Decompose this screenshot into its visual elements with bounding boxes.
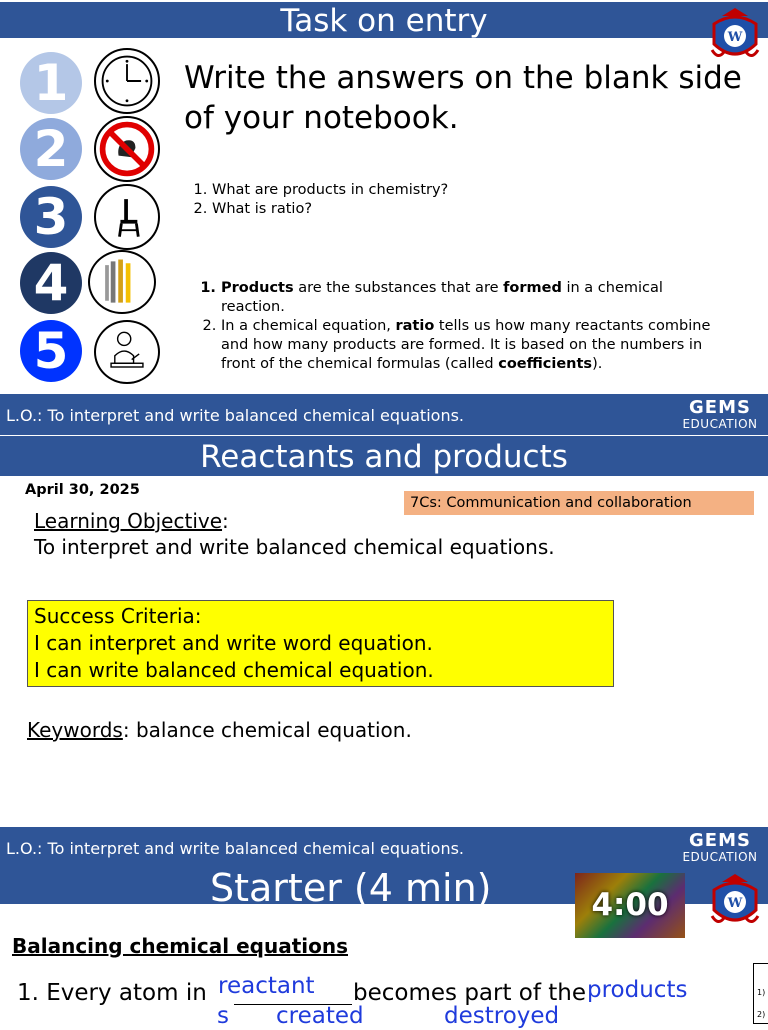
gems-logo-sub-2: EDUCATION <box>682 850 758 864</box>
student-writing-icon <box>94 320 160 384</box>
keywords <box>27 717 412 743</box>
success-criteria-box <box>27 600 614 687</box>
question-2: 2. What is ratio? <box>212 200 724 219</box>
pencils-icon <box>88 250 156 314</box>
chair-icon <box>94 184 160 250</box>
slide2-lo-bar <box>0 827 768 868</box>
q1-mid: becomes part of the <box>353 980 587 1006</box>
keywords-text: : balance chemical equation. <box>122 718 412 742</box>
step-number-4: 4 <box>20 252 82 314</box>
gems-logo-text-2: GEMS <box>689 830 751 851</box>
answer-reactants-suffix[interactable]: s <box>217 1003 229 1029</box>
answers-list <box>193 279 723 374</box>
question-1: 1. What are products in chemistry? <box>212 181 724 200</box>
starter-heading: Balancing chemical equations <box>12 934 348 958</box>
school-crest-icon-2 <box>708 872 762 932</box>
slide1-lo-bar <box>0 394 768 435</box>
questions-list <box>184 181 724 219</box>
keywords-label: Keywords <box>27 718 123 742</box>
learning-objective: Learning Objective: To interpret and write balanced chemical equations. <box>34 509 555 559</box>
gems-logo-sub: EDUCATION <box>682 417 758 431</box>
side-worksheet-thumbnail <box>753 963 768 1024</box>
step-number-2: 2 <box>20 118 82 180</box>
slide1-title-bar <box>0 2 768 38</box>
gems-logo-text: GEMS <box>689 397 751 418</box>
no-talking-icon <box>94 116 160 182</box>
gems-logo <box>680 398 760 431</box>
answer-products[interactable]: products <box>587 977 688 1003</box>
q1-prefix: 1. Every atom in <box>17 980 207 1006</box>
clock-icon <box>94 48 160 114</box>
sc-item-1: I can interpret and write word equation. <box>34 631 433 655</box>
answer-reactants[interactable]: reactant <box>218 973 315 999</box>
timer-widget[interactable] <box>575 873 685 938</box>
slide2-title: Reactants and products <box>200 439 568 475</box>
step-number-3: 3 <box>20 186 82 248</box>
svg-text:W: W <box>727 30 743 45</box>
slide3-title: Starter (4 min) <box>210 866 492 910</box>
word-created[interactable]: created <box>276 1003 364 1029</box>
word-destroyed[interactable]: destroyed <box>444 1003 560 1029</box>
sc-title: Success Criteria: <box>34 604 202 628</box>
slide1-lo-text: L.O.: To interpret and write balanced chemical equations. <box>6 406 464 425</box>
sc-item-2: I can write balanced chemical equation. <box>34 658 434 682</box>
slide2-title-bar <box>0 436 768 476</box>
slide1-title: Task on entry <box>280 3 488 39</box>
answer-1: 1. Products are the substances that are formed in a chemical reaction. <box>221 279 723 317</box>
side-label-2: 2) <box>757 1010 766 1019</box>
side-label-1: 1) <box>757 988 766 997</box>
step-number-5: 5 <box>20 320 82 382</box>
lo-label: Learning Objective <box>34 509 223 533</box>
slide1-heading: Write the answers on the blank side of your notebook. <box>184 60 742 136</box>
lo-text: To interpret and write balanced chemical equations. <box>34 535 555 559</box>
seven-cs-badge: 7Cs: Communication and collaboration <box>404 491 754 515</box>
answer-2: 2. In a chemical equation, ratio tells us how many reactants combine and how many products are formed. It is based on the numbers in front of the chemical formulas (called coefficients). <box>221 317 723 374</box>
school-crest-icon <box>708 6 762 66</box>
slide2-lo-text: L.O.: To interpret and write balanced chemical equations. <box>6 839 464 858</box>
step-number-1: 1 <box>20 52 82 114</box>
svg-text:W: W <box>727 896 743 911</box>
date-label: April 30, 2025 <box>25 482 140 498</box>
starter-question-1 <box>17 978 207 1008</box>
timer-value: 4:00 <box>591 887 669 923</box>
gems-logo-2 <box>680 831 760 864</box>
